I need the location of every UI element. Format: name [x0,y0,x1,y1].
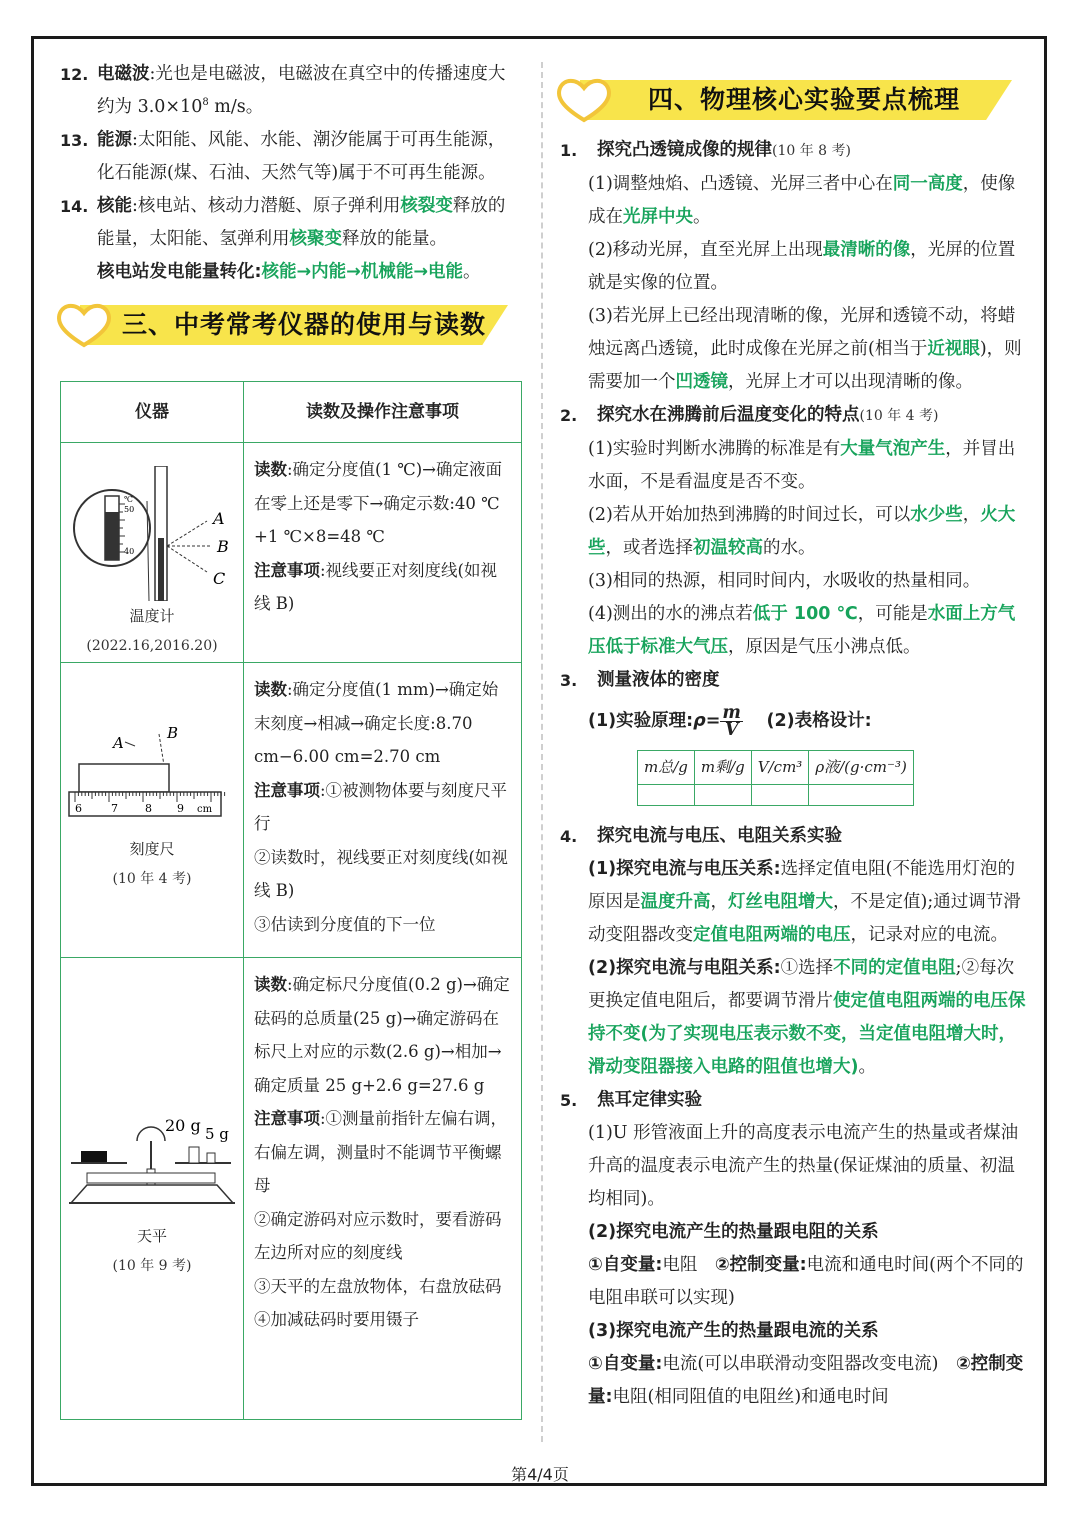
step-text: ①选择 [780,958,834,978]
item-13 [60,124,522,190]
experiment-title: 探究电流与电压、电阻关系实验 [597,826,842,846]
item-number: 5. [560,1091,578,1110]
step-label: (2)表格设计: [766,711,872,731]
note-text: ③估读到分度值的下一位 [254,914,436,934]
table-row [61,958,522,1420]
highlight: 温度升高 [640,892,711,912]
item-number: 3. [560,671,578,690]
step-label: ①自变量: [588,1354,663,1374]
table-header: m总/g [638,751,695,785]
experiment-step [560,952,1026,1084]
tick-label: 50 [124,505,135,514]
tick-label: 40 [124,547,135,556]
step-text: ，光屏上才可以出现清晰的像。 [728,372,973,392]
thermometer-cell [61,443,244,663]
highlight: 不同的定值电阻 [833,958,956,978]
heart-icon [554,76,614,124]
step-text: ，记录对应的电流。 [850,925,1008,945]
table-header: m剩/g [694,751,751,785]
step-label: (1)实验原理: [588,711,694,731]
note-text: :视线要正对刻度线(如视线 B) [254,560,497,613]
step-label: ②控制变量: [588,1354,1024,1407]
step-text: (1)调整烛焰、凸透镜、光屏三者中心在 [588,174,893,194]
item-text: 释放的能量，太阳能、氢弹利用 [97,196,506,249]
keyword: 注意事项 [254,1109,320,1128]
note-text: ②读数时，视线要正对刻度线(如视线 B) [254,847,508,900]
table-header-row [638,751,914,785]
density-record-table [637,750,914,806]
experiment-title: 焦耳定律实验 [597,1090,702,1110]
formula-lhs: ρ= [693,711,721,731]
instrument-name: 天平 [136,1227,167,1245]
weight-label: 5 g [205,1125,229,1143]
experiment-subheading: (3)探究电流产生的热量跟电流的关系 [588,1321,879,1341]
table-header: 读数及操作注意事项 [244,382,522,443]
highlight: 水面上方气压低于标准大气压 [588,604,1016,657]
step-text: ，光屏的位置就是实像的位置。 [588,240,1016,293]
section-title: 三、中考常考仪器的使用与读数 [122,310,487,339]
item-number: 1. [560,141,578,160]
step-text: )，则需要加一个 [588,339,1022,392]
experiment-step [560,705,1026,738]
highlight: 核能→内能→机械能→电能 [261,262,463,282]
step-label: ②控制变量: [714,1255,807,1275]
step-text: ，原因是气压小沸点低。 [728,637,921,657]
highlight: 大量气泡产生 [840,439,946,459]
exam-source: (2022.16,2016.20) [86,638,218,654]
highlight: 光屏中央 [623,207,693,227]
experiment-1 [560,134,1026,168]
item-text: :光也是电磁波，电磁波在真空中的传播速度大约为 3.0×10 [97,64,506,117]
item-number: 14. [60,197,89,216]
step-label: ①自变量: [588,1255,663,1275]
line-label: B [167,724,179,742]
section-banner-4 [560,70,1026,130]
tick-label: 9 [177,802,184,815]
tick-label: 6 [75,802,82,815]
item-number: 2. [560,406,578,425]
step-text: 。 [858,1057,876,1077]
reading-notes [244,663,522,958]
step-text: 的水。 [763,538,816,558]
tick-label: 7 [111,802,118,815]
instrument-table [60,381,522,1420]
step-text: ， [710,892,728,912]
note-text: :①被测物体要与刻度尺平行 [254,780,508,833]
highlight: 火大些 [588,505,1016,558]
reading-notes [244,958,522,1420]
experiment-step [560,598,1026,664]
step-label: (2)探究电流与电阻关系: [588,958,781,978]
experiment-4 [560,820,1026,853]
experiment-2 [560,399,1026,433]
exam-source: (10 年 9 考) [112,1258,192,1274]
line-label: C [213,569,226,588]
step-text: 电阻 [662,1255,715,1275]
step-text: ，不是定值);通过调节滑动变阻器改变 [588,892,1021,945]
section-title: 四、物理核心实验要点梳理 [648,85,961,114]
note-text: :确定分度值(1 ℃)→确定液面在零上还是零下→确定示数:40 ℃+1 ℃×8=48 ℃ [254,460,502,546]
step-text: (4)测出的水的沸点若 [588,604,753,624]
note-text: ②确定游码对应示数时，要看游码左边所对应的刻度线 [254,1209,502,1262]
reading-notes [244,443,522,663]
highlight: 核聚变 [289,229,342,249]
highlight: 低于 100 ℃ [752,604,858,624]
heart-icon [54,301,114,349]
item-text: 。 [463,262,481,282]
step-text: 电阻(相同阻值的电阻丝)和通电时间 [612,1387,889,1407]
balance-cell [61,958,244,1420]
thermometer-illustration [67,466,237,601]
step-text: (2)移动光屏，直至光屏上出现 [588,240,823,260]
item-text: 释放的能量。 [342,229,447,249]
keyword: 注意事项 [254,560,320,580]
right-column [560,80,1026,1414]
experiment-step [560,1348,1026,1414]
step-text: (2)若从开始加热到沸腾的时间过长，可以 [588,505,911,525]
item-text: m/s。 [208,97,264,117]
note-text: :确定标尺分度值(0.2 g)→确定砝码的总质量(25 g)→确定游码在标尺上对应的示数(2.6 g)→相加→确定质量 25 g+2.6 g=27.6 g [254,975,510,1095]
highlight: 核裂变 [400,196,453,216]
highlight: 使定值电阻两端的电压保持不变(为了实现电压表示数不变，当定值电阻增大时，滑动变阻器接入电路的阻值也增大) [588,991,1026,1077]
section-banner-3 [60,295,522,355]
instrument-name: 刻度尺 [129,840,175,858]
unit-label: ℃ [124,495,133,504]
table-cell [638,785,695,806]
experiment-title: 测量液体的密度 [597,670,720,690]
highlight: 凹透镜 [675,372,728,392]
highlight: 近视眼 [927,339,980,359]
experiment-title: 探究凸透镜成像的规律 [597,140,772,160]
table-cell [809,785,914,806]
keyword: 核能 [97,196,132,216]
note-text: ③天平的左盘放物体，右盘放砝码 [254,1276,502,1296]
table-row [61,663,522,958]
keyword: 读数 [254,680,287,699]
experiment-step [560,1249,1026,1315]
item-number: 4. [560,827,578,846]
note-text: ④加减砝码时要用镊子 [254,1310,419,1329]
step-text: (3)若光屏上已经出现清晰的像，光屏和透镜不动，将蜡烛远离凸透镜，此时成像在光屏之前(相当于 [588,306,1016,359]
experiment-step: (3)相同的热源，相同时间内，水吸收的热量相同。 [588,571,981,591]
experiment-step [560,499,1026,565]
unit-label: cm [197,804,213,815]
exam-source: (10 年 4 考) [112,871,192,887]
step-text: 。 [693,207,711,227]
keyword: 电磁波 [97,64,150,84]
ruler-illustration [67,724,237,834]
step-text: ，并冒出水面，不是看温度是否不变。 [588,439,1016,492]
column-divider [541,62,543,1442]
line-label: A [113,734,124,752]
table-row [638,785,914,806]
item-text: :核电站、核动力潜艇、原子弹利用 [132,196,401,216]
exam-source: (10 年 4 考) [859,408,939,424]
line-label: A [213,509,225,528]
formula-denominator: V [724,720,739,740]
step-label: (1)探究电流与电压关系: [588,859,781,879]
experiment-step [560,300,1026,399]
experiment-step [560,234,1026,300]
balance-illustration [67,1111,237,1221]
step-text: 电流(可以串联滑动变阻器改变电流) [662,1354,956,1374]
experiment-title: 探究水在沸腾前后温度变化的特点 [597,405,860,425]
table-cell [751,785,809,806]
weight-label: 20 g [165,1116,201,1135]
keyword: 读数 [254,460,287,479]
step-text: ，可能是 [857,604,928,624]
highlight: 最清晰的像 [822,240,911,260]
keyword: 注意事项 [254,780,320,800]
highlight: 灯丝电阻增大 [728,892,833,912]
keyword: 读数 [254,975,287,994]
step-text: ，使像成在 [588,174,1016,227]
step-text: (1)实验时判断水沸腾的标准是有 [588,439,841,459]
keyword: 核电站发电能量转化: [97,262,262,282]
item-14 [60,190,522,289]
item-12 [60,58,522,124]
item-number: 13. [60,131,89,150]
line-label: B [217,537,229,556]
formula-numerator: m [722,703,741,723]
experiment-step [560,433,1026,499]
table-header: V/cm³ [751,751,809,785]
step-text: ;②每次更换定值电阻后，都要调节滑片 [588,958,1015,1011]
experiment-5 [560,1084,1026,1117]
experiment-step: (1)U 形管液面上升的高度表示电流产生的热量或者煤油升高的温度表示电流产生的热量(保证煤油的质量、初温均相同)。 [588,1123,1019,1209]
experiment-subheading: (2)探究电流产生的热量跟电阻的关系 [588,1222,879,1242]
experiment-3 [560,664,1026,697]
item-text: :太阳能、风能、水能、潮汐能属于可再生能源，化石能源(煤、石油、天然气等)属于不可再生能源。 [97,130,506,183]
experiment-step [560,168,1026,234]
tick-label: 8 [145,802,152,815]
table-header: 仪器 [61,382,244,443]
table-header: ρ液/(g·cm⁻³) [809,751,914,785]
density-formula [720,705,743,738]
step-text: ，或者选择 [605,538,693,558]
highlight: 水少些 [910,505,963,525]
note-text: :确定分度值(1 mm)→确定始末刻度→相减→确定长度:8.70 cm−6.00 cm=2.70 cm [254,680,499,766]
left-column [60,58,522,1420]
note-text: :①测量前指针左偏右调，右偏左调，测量时不能调节平衡螺母 [254,1109,508,1195]
step-text: ， [962,505,981,525]
highlight: 定值电阻两端的电压 [693,925,851,945]
table-header-row [61,382,522,443]
keyword: 能源 [97,130,132,150]
step-text: 电流和通电时间(两个不同的电阻串联可以实现) [588,1255,1024,1308]
ruler-cell [61,663,244,958]
experiment-step [560,853,1026,952]
instrument-name: 温度计 [129,607,175,625]
exam-source: (10 年 8 考) [772,143,851,159]
table-row [61,443,522,663]
highlight: 初温较高 [693,538,763,558]
item-number: 12. [60,65,89,84]
step-text: 选择定值电阻(不能选用灯泡的原因是 [588,859,1015,912]
page-number: 第4/4页 [511,1465,569,1484]
exponent: 8 [202,97,209,109]
highlight: 同一高度 [892,174,963,194]
table-cell [694,785,751,806]
